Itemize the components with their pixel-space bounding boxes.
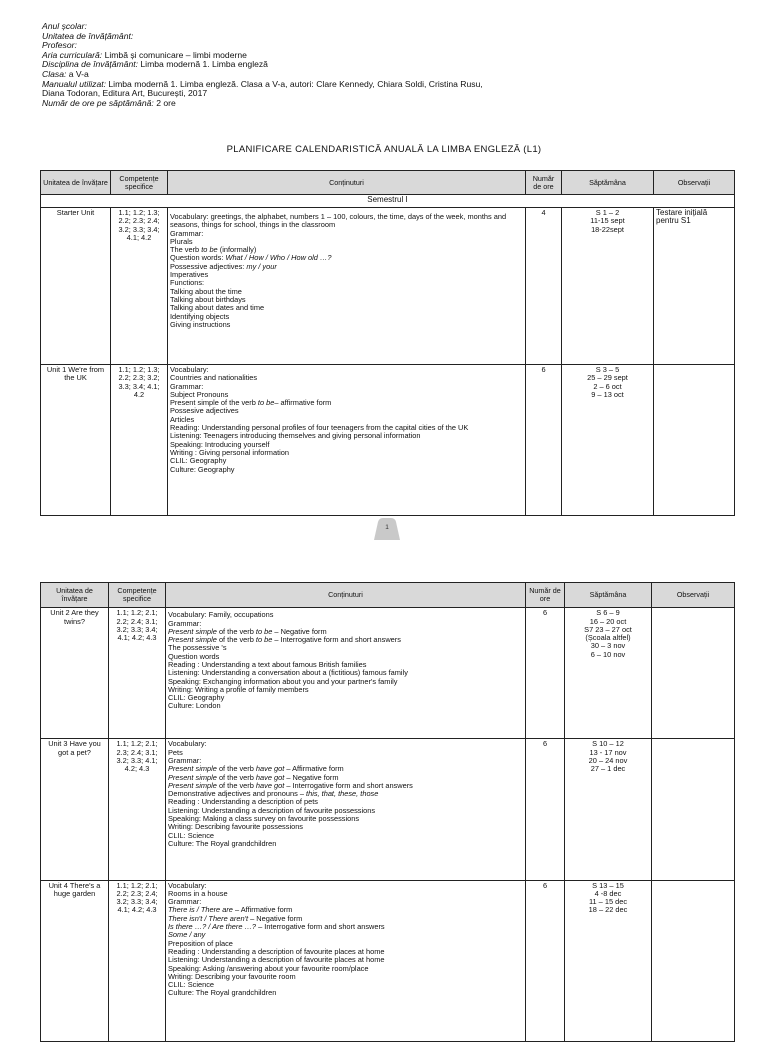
content-segment: Listening: Understanding a description of favourite possessions bbox=[168, 805, 376, 815]
table-row bbox=[41, 208, 735, 365]
content-segment: Giving instructions bbox=[170, 319, 231, 329]
content-line bbox=[168, 611, 523, 619]
week-cell bbox=[562, 208, 654, 365]
week-cell bbox=[565, 880, 652, 1041]
week-line: (Școala altfel) bbox=[585, 633, 631, 643]
content-segment: Possesive adjectives bbox=[170, 406, 239, 416]
content-segment: this, that, these, those bbox=[306, 789, 379, 799]
content-line bbox=[168, 890, 523, 898]
contents-cell bbox=[166, 739, 526, 880]
week-line: 27 – 1 dec bbox=[590, 764, 626, 774]
week-line: 11-15 sept bbox=[590, 216, 625, 226]
unit-cell: Unit 2 Are they twins? bbox=[41, 608, 109, 739]
competences-cell: 1.1; 1.2; 2.1; 2.2; 2.4; 3.1; 3.2; 3.3; 3.4; 4.1; 4.2; 4.3 bbox=[109, 608, 166, 739]
content-segment: Preposition of place bbox=[168, 938, 233, 948]
content-segment: The possessive 's bbox=[168, 643, 227, 653]
class-label: Clasa: bbox=[42, 68, 67, 79]
content-segment: Culture: London bbox=[168, 701, 221, 711]
content-line bbox=[168, 923, 523, 931]
hours-value: 2 ore bbox=[156, 97, 176, 108]
week-line: 18-22sept bbox=[591, 224, 624, 234]
content-segment: CLIL: Science bbox=[168, 980, 215, 990]
content-line bbox=[170, 213, 523, 230]
content-segment: Culture: The Royal grandchildren bbox=[168, 838, 277, 848]
content-segment: There is / There are bbox=[168, 905, 233, 915]
content-segment: to be bbox=[255, 626, 273, 636]
page-number: 1 bbox=[385, 524, 389, 531]
content-segment: Present simple bbox=[168, 626, 217, 636]
contents-cell bbox=[166, 880, 526, 1041]
content-line bbox=[170, 466, 523, 474]
content-segment: Writing: Describing favourite possessions bbox=[168, 822, 304, 832]
content-segment: Grammar: bbox=[168, 755, 202, 765]
textbook-label: Manualul utilizat: bbox=[42, 78, 107, 89]
content-segment: Listening: Understanding a description of favourite places at home bbox=[168, 955, 385, 965]
content-line bbox=[170, 407, 523, 415]
content-segment: There isn't / There aren't bbox=[168, 913, 249, 923]
content-segment: have got bbox=[255, 772, 285, 782]
discipline-label: Disciplina de învățământ: bbox=[42, 59, 139, 70]
hours-cell: 6 bbox=[526, 365, 562, 516]
content-line bbox=[168, 740, 523, 748]
header-week: Săptămâna bbox=[562, 171, 654, 195]
content-segment: of the verb bbox=[216, 780, 256, 790]
content-segment: – Negative form bbox=[272, 626, 327, 636]
textbook-value-continued: Diana Todoran, Editura Art, București, 2017 bbox=[42, 88, 208, 99]
header-competences: Competențe specifice bbox=[109, 583, 166, 608]
content-line bbox=[168, 973, 523, 981]
content-segment: Listening: Understanding a conversation about a (fictitious) famous family bbox=[168, 668, 408, 678]
observations-cell bbox=[652, 608, 735, 739]
semester-label: Semestrul I bbox=[41, 195, 735, 208]
hours-label: Număr de ore pe săptămână: bbox=[42, 97, 154, 108]
content-line bbox=[168, 644, 523, 652]
content-segment: of the verb bbox=[216, 764, 256, 774]
week-cell bbox=[562, 365, 654, 516]
week-line: S 10 – 12 bbox=[592, 739, 624, 749]
hours-cell: 6 bbox=[526, 739, 565, 880]
week-line: 20 – 24 nov bbox=[588, 755, 628, 765]
content-segment: Writing: Describing your favourite room bbox=[168, 971, 296, 981]
week-cell bbox=[565, 739, 652, 880]
content-line bbox=[168, 823, 523, 831]
contents-cell bbox=[168, 365, 526, 516]
unit-cell: Starter Unit bbox=[41, 208, 111, 365]
content-segment: Talking about dates and time bbox=[170, 303, 265, 313]
content-segment: Listening: Teenagers introducing themselves and giving personal information bbox=[170, 431, 421, 441]
content-segment: Culture: The Royal grandchildren bbox=[168, 988, 277, 998]
content-segment: Rooms in a house bbox=[168, 888, 228, 898]
content-segment: Present simple bbox=[168, 772, 217, 782]
content-segment: of the verb bbox=[216, 626, 256, 636]
header-contents: Conținuturi bbox=[168, 171, 526, 195]
competences-cell: 1.1; 1.2; 2.1; 2.2; 2.3; 2.4; 3.2; 3.3; 3.4; 4.1; 4.2; 4.3 bbox=[109, 880, 166, 1041]
content-segment: Countries and nationalities bbox=[170, 373, 258, 383]
content-segment: Pets bbox=[168, 747, 183, 757]
table-row bbox=[41, 739, 735, 880]
week-line: S 3 – 5 bbox=[595, 365, 620, 374]
week-line: S 6 – 9 bbox=[596, 608, 620, 618]
content-segment: – Affirmative form bbox=[284, 764, 344, 774]
content-segment: have got bbox=[255, 764, 285, 774]
header-observations: Observații bbox=[654, 171, 735, 195]
content-segment: – Interrogative form and short answers bbox=[284, 780, 413, 790]
content-segment: – Interrogative form and short answers bbox=[272, 635, 401, 645]
week-line: 13 - 17 nov bbox=[589, 747, 627, 757]
header-unit: Unitatea de învățare bbox=[41, 583, 109, 608]
content-line bbox=[168, 989, 523, 997]
contents-cell bbox=[166, 608, 526, 739]
contents-cell bbox=[168, 208, 526, 365]
document-metadata bbox=[42, 22, 702, 108]
class-value: a V-a bbox=[68, 68, 89, 79]
content-segment: Imperatives bbox=[170, 270, 209, 280]
content-segment: Writing : Giving personal information bbox=[170, 447, 289, 457]
content-line bbox=[168, 702, 523, 710]
week-line: 30 – 3 nov bbox=[590, 641, 626, 651]
content-segment: Vocabulary: bbox=[168, 739, 207, 749]
week-line: 4 -8 dec bbox=[594, 888, 622, 898]
content-segment: What / How / Who / How old …? bbox=[225, 253, 332, 263]
content-segment: Vocabulary: bbox=[170, 365, 209, 374]
header-unit: Unitatea de învățare bbox=[41, 171, 111, 195]
week-line: 2 – 6 oct bbox=[593, 381, 622, 391]
content-segment: Plurals bbox=[170, 236, 193, 246]
content-segment: – Negative form bbox=[284, 772, 339, 782]
discipline-value: Limba modernă 1. Limba engleză bbox=[140, 59, 268, 70]
content-segment: – affirmative form bbox=[274, 398, 332, 408]
content-segment: Present simple of the verb bbox=[170, 398, 258, 408]
table-row bbox=[41, 608, 735, 739]
content-segment: Grammar: bbox=[170, 228, 204, 238]
header-week: Săptămâna bbox=[565, 583, 652, 608]
document-title: PLANIFICARE CALENDARISTICĂ ANUALĂ LA LIMBA ENGLEZĂ (L1) bbox=[226, 144, 542, 155]
content-segment: – Affirmative form bbox=[232, 905, 293, 915]
header-hours: Număr de ore bbox=[526, 583, 565, 608]
content-segment: Articles bbox=[170, 414, 195, 424]
content-segment: Culture: Geography bbox=[170, 464, 235, 474]
content-segment: Speaking: Introducing yourself bbox=[170, 439, 270, 449]
observations-cell bbox=[652, 880, 735, 1041]
content-segment: Vocabulary: Family, occupations bbox=[168, 610, 274, 620]
table-row bbox=[41, 880, 735, 1041]
content-segment: of the verb bbox=[216, 635, 256, 645]
unit-cell: Unit 1 We're from the UK bbox=[41, 365, 111, 516]
competences-cell: 1.1; 1.2; 2.1; 2.3; 2.4; 3.1; 3.2; 3.3; 4.1; 4.2; 4.3 bbox=[109, 739, 166, 880]
competences-cell: 1.1; 1.2; 1.3; 2.2; 2.3; 3.2; 3.3; 3.4; 4.1; 4.2 bbox=[111, 365, 168, 516]
school-year-label: Anul școlar: bbox=[42, 21, 87, 31]
week-line: 16 – 20 oct bbox=[589, 616, 627, 626]
content-segment: Talking about the time bbox=[170, 286, 242, 296]
content-segment: Speaking: Exchanging information about you and your partner's family bbox=[168, 676, 398, 686]
curricular-area-label: Aria curriculară: bbox=[42, 49, 103, 60]
planning-table-page-2 bbox=[40, 582, 735, 1042]
content-segment: of the verb bbox=[216, 772, 256, 782]
school-unit-label: Unitatea de învățământ: bbox=[42, 30, 134, 41]
curricular-area-value: Limbă și comunicare – limbi moderne bbox=[104, 49, 247, 60]
content-segment: Possessive adjectives: bbox=[170, 261, 247, 271]
content-segment: my / your bbox=[246, 261, 277, 271]
content-segment: Reading : Understanding a description of favourite places at home bbox=[168, 946, 385, 956]
content-line bbox=[168, 749, 523, 757]
content-segment: Talking about birthdays bbox=[170, 294, 246, 304]
table-row bbox=[41, 365, 735, 516]
content-line bbox=[170, 230, 523, 238]
content-segment: Speaking: Making a class survey on favourite possessions bbox=[168, 814, 360, 824]
content-segment: Vocabulary: greetings, the alphabet, numbers 1 – 100, colours, the time, days of the week, months and seasons, things for school, things in the classroom bbox=[170, 212, 507, 230]
week-line: 11 – 15 dec bbox=[588, 897, 628, 907]
unit-cell: Unit 3 Have you got a pet? bbox=[41, 739, 109, 880]
week-line: 25 – 29 sept bbox=[587, 373, 628, 383]
competences-cell: 1.1; 1.2; 1.3; 2.2; 2.3; 2.4; 3.2; 3.3; 3.4; 4.1; 4.2 bbox=[111, 208, 168, 365]
observations-cell bbox=[654, 365, 735, 516]
header-contents: Conținuturi bbox=[166, 583, 526, 608]
content-line bbox=[170, 263, 523, 271]
content-segment: Writing: Writing a profile of family members bbox=[168, 684, 309, 694]
content-segment: CLIL: Geography bbox=[168, 693, 225, 703]
hours-cell: 4 bbox=[526, 208, 562, 365]
teacher-label: Profesor: bbox=[42, 40, 77, 51]
week-cell bbox=[565, 608, 652, 739]
header-competences: Competențe specifice bbox=[111, 171, 168, 195]
week-line: 9 – 13 oct bbox=[591, 389, 624, 399]
content-segment: Reading : Understanding a description of pets bbox=[168, 797, 318, 807]
content-segment: Reading: Understanding personal profiles of four teenagers from the capital cities of the UK bbox=[170, 423, 469, 433]
content-line bbox=[168, 840, 523, 848]
content-line bbox=[170, 321, 523, 329]
week-line: 6 – 10 nov bbox=[590, 649, 626, 659]
content-line bbox=[168, 694, 523, 702]
content-segment: Demonstrative adjectives and pronouns – bbox=[168, 789, 307, 799]
content-segment: have got bbox=[255, 780, 285, 790]
week-line: S 1 – 2 bbox=[595, 208, 620, 217]
content-segment: Present simple bbox=[168, 635, 217, 645]
textbook-value: Limba modernă 1. Limba engleză. Clasa a V-a, autori: Clare Kennedy, Chiara Soldi, Cristina Rusu, bbox=[108, 78, 483, 89]
content-line bbox=[170, 271, 523, 279]
content-segment: Some / any bbox=[168, 930, 206, 940]
content-segment: Speaking: Asking /answering about your favourite room/place bbox=[168, 963, 369, 973]
week-line: S7 23 – 27 oct bbox=[584, 624, 632, 634]
content-segment: Identifying objects bbox=[170, 311, 230, 321]
week-line: 18 – 22 dec bbox=[588, 905, 628, 915]
content-segment: (informally) bbox=[217, 245, 257, 255]
content-segment: Question words bbox=[168, 651, 220, 661]
unit-cell: Unit 4 There's a huge garden bbox=[41, 880, 109, 1041]
week-line: S 13 – 15 bbox=[592, 880, 624, 890]
hours-cell: 6 bbox=[526, 880, 565, 1041]
content-segment: Subject Pronouns bbox=[170, 389, 229, 399]
content-segment: to be bbox=[257, 398, 275, 408]
content-segment: Reading : Understanding a text about famous British families bbox=[168, 660, 367, 669]
content-segment: CLIL: Science bbox=[168, 830, 215, 840]
hours-cell: 6 bbox=[526, 608, 565, 739]
content-segment: to be bbox=[201, 245, 218, 255]
content-segment: Present simple bbox=[168, 764, 217, 774]
content-segment: The verb bbox=[170, 245, 202, 255]
content-segment: to be bbox=[255, 635, 273, 645]
observations-cell bbox=[652, 739, 735, 880]
header-observations: Observații bbox=[652, 583, 735, 608]
content-segment: Functions: bbox=[170, 278, 205, 288]
content-line bbox=[170, 374, 523, 382]
planning-table-page-1 bbox=[40, 170, 735, 516]
content-segment: – Interrogative form and short answers bbox=[256, 922, 385, 932]
observations-cell: Testare inițială pentru S1 bbox=[654, 208, 735, 365]
content-segment: Is there …? / Are there …? bbox=[168, 922, 257, 932]
content-segment: Grammar: bbox=[170, 381, 204, 391]
content-segment: Grammar: bbox=[168, 897, 202, 907]
content-segment: CLIL: Geography bbox=[170, 456, 227, 466]
content-segment: – Negative form bbox=[248, 913, 303, 923]
content-segment: Present simple bbox=[168, 780, 217, 790]
content-segment: Question words: bbox=[170, 253, 226, 263]
content-segment: Grammar: bbox=[168, 618, 202, 628]
header-hours: Număr de ore bbox=[526, 171, 562, 195]
content-segment: Vocabulary: bbox=[168, 880, 207, 890]
